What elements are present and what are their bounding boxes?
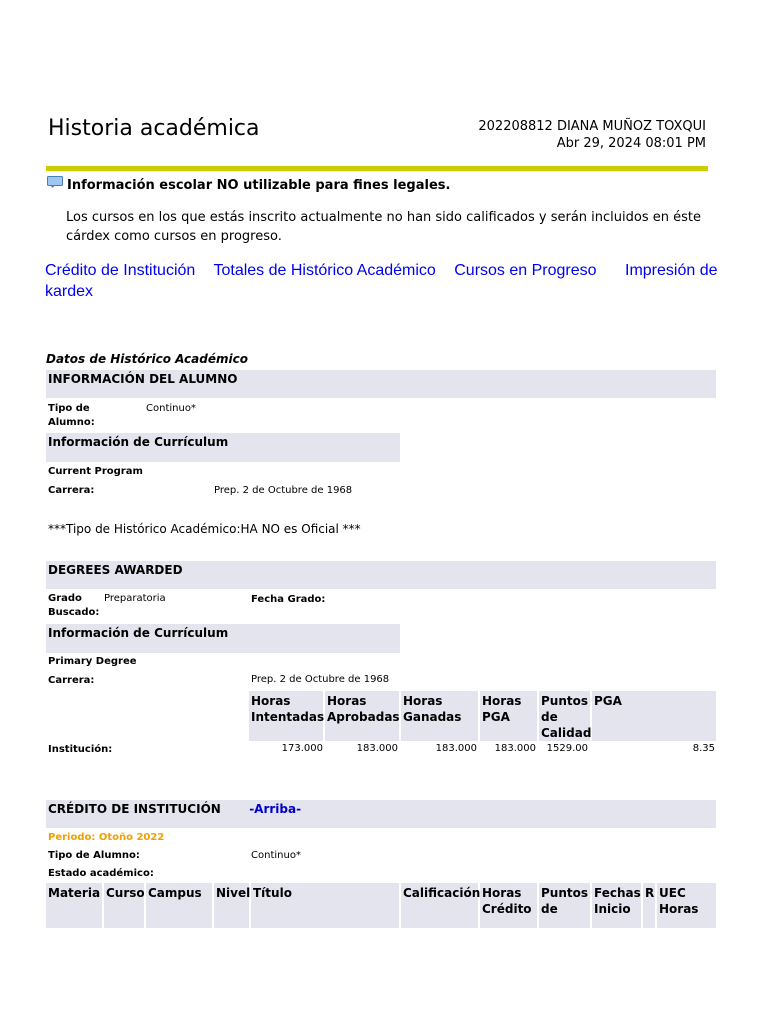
user-info	[478, 118, 706, 152]
col-horas-aprobadas: Horas Aprobadas	[325, 691, 399, 741]
periodo-label: Periodo: Otoño 2022	[48, 832, 165, 843]
nav-links	[45, 260, 735, 302]
carrera-value: Prep. 2 de Octubre de 1968	[214, 485, 353, 496]
col-r: R	[643, 883, 655, 928]
col-curso: Curso	[104, 883, 144, 928]
datetime: Abr 29, 2024 08:01 PM	[556, 136, 706, 151]
link-impresion-kardex[interactable]: Impresión de kardex	[45, 262, 718, 300]
credito-title: CRÉDITO DE INSTITUCIÓN	[48, 802, 221, 816]
carrera-label: Carrera:	[48, 485, 95, 496]
degree-carrera-label: Carrera:	[48, 675, 95, 686]
col-calificacion: Calificación	[401, 883, 478, 928]
tipo-alumno-label: Tipo de Alumno:	[48, 403, 95, 428]
col-puntos-calidad: Puntos de Calidad	[539, 691, 590, 741]
institucion-label: Institución:	[48, 744, 113, 755]
curriculum-header	[46, 433, 400, 462]
degrees-header	[46, 561, 716, 589]
primary-degree-label: Primary Degree	[48, 656, 137, 667]
fecha-grado-label: Fecha Grado:	[251, 594, 326, 605]
top-link[interactable]: -Arriba-	[249, 802, 302, 816]
notice-text: Los cursos en los que estás inscrito actualmente no han sido calificados y serán incluidos en éste cárdex como cursos en progreso.	[66, 210, 701, 244]
link-totales-historico[interactable]: Totales de Histórico Académico	[213, 262, 436, 279]
section-caption: Datos de Histórico Académico	[46, 352, 248, 366]
col-uec-horas: UEC Horas	[657, 883, 716, 928]
page-title: Historia académica	[48, 116, 260, 141]
degree-curriculum-title: Información de Currículum	[48, 626, 229, 640]
credito-header	[46, 800, 716, 828]
degree-curriculum-header	[46, 624, 400, 653]
current-program-label: Current Program	[48, 466, 143, 477]
ha-note: ***Tipo de Histórico Académico:HA NO es Oficial ***	[48, 522, 361, 536]
col-horas-credito: Horas Crédito	[480, 883, 537, 928]
value-horas-aprobadas: 183.000	[356, 743, 398, 754]
value-horas-pga: 183.000	[494, 743, 536, 754]
col-materia: Materia	[46, 883, 102, 928]
col-horas-ganadas: Horas Ganadas	[401, 691, 478, 741]
credito-tipo-value: Continuo*	[251, 850, 301, 861]
student-info-title: INFORMACIÓN DEL ALUMNO	[48, 372, 238, 386]
grado-value: Preparatoria	[104, 593, 166, 604]
link-cursos-progreso[interactable]: Cursos en Progreso	[454, 262, 597, 279]
col-fechas-inicio: Fechas Inicio	[592, 883, 641, 928]
credito-tipo-label: Tipo de Alumno:	[48, 850, 140, 861]
col-titulo: Título	[251, 883, 399, 928]
curriculum-title: Información de Currículum	[48, 435, 229, 449]
estado-academico-label: Estado académico:	[48, 868, 154, 879]
link-credito-institucion[interactable]: Crédito de Institución	[45, 262, 196, 279]
grado-label: Grado Buscado:	[48, 593, 100, 618]
value-puntos-calidad: 1529.00	[546, 743, 588, 754]
col-nivel: Nivel	[214, 883, 249, 928]
col-horas-intentadas: Horas Intentadas	[249, 691, 323, 741]
value-horas-ganadas: 183.000	[435, 743, 477, 754]
value-horas-intentadas: 173.000	[281, 743, 323, 754]
col-pga: PGA	[592, 691, 716, 741]
col-puntos-de: Puntos de	[539, 883, 590, 928]
degree-carrera-value: Prep. 2 de Octubre de 1968	[251, 674, 390, 685]
degrees-title: DEGREES AWARDED	[48, 563, 183, 577]
info-icon	[47, 176, 63, 188]
value-pga: 8.35	[692, 743, 715, 754]
notice-title: Información escolar NO utilizable para fines legales.	[67, 178, 451, 193]
student-info-header	[46, 370, 716, 398]
user-line: 202208812 DIANA MUÑOZ TOXQUI	[478, 119, 706, 134]
accent-divider	[46, 166, 708, 171]
tipo-alumno-value: Continuo*	[146, 403, 196, 414]
col-horas-pga: Horas PGA	[480, 691, 537, 741]
col-campus: Campus	[146, 883, 212, 928]
